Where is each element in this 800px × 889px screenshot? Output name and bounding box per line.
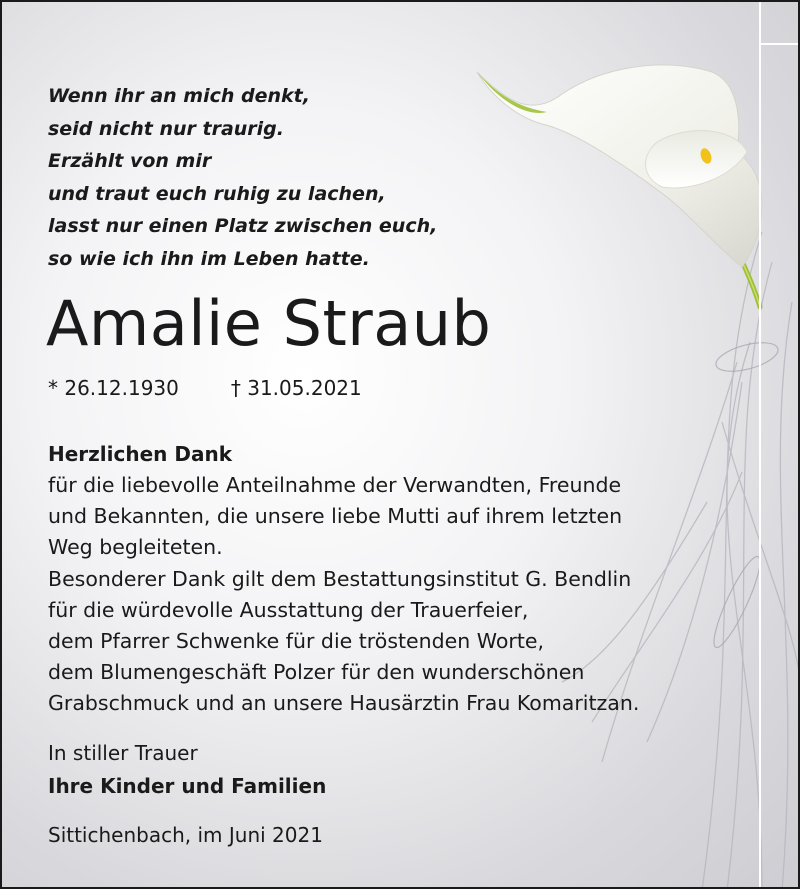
- signoff: [48, 737, 326, 803]
- poem-line: so wie ich ihn im Leben hatte.: [48, 247, 370, 270]
- poem-line: und traut euch ruhig zu lachen,: [48, 182, 386, 205]
- poem-line: lasst nur einen Platz zwischen euch,: [48, 215, 438, 237]
- corner-line-horizontal: [759, 43, 800, 45]
- thanks-line: Besonderer Dank gilt dem Bestattungsinstitut G. Bendlin: [48, 566, 632, 591]
- thanks-line: dem Blumengeschäft Polzer für den wunderschönen: [48, 660, 585, 685]
- thanks-line: für die liebevolle Anteilnahme der Verwandten, Freunde: [48, 473, 622, 497]
- poem: [48, 80, 437, 275]
- thanks-heading: Herzlichen Dank: [48, 442, 233, 466]
- place-date: Sittichenbach, im Juni 2021: [48, 823, 323, 847]
- life-dates: [48, 374, 362, 402]
- thanks-line: dem Pfarrer Schwenke für die tröstenden Worte,: [48, 629, 544, 654]
- thanks-line: Grabschmuck und an unsere Hausärztin Frau Komaritzan.: [48, 691, 640, 716]
- thanks-line: Weg begleiteten.: [48, 535, 223, 560]
- deceased-name: Amalie Straub: [46, 287, 492, 360]
- thanks-line: und Bekannten, die unsere liebe Mutti auf ihrem letzten: [48, 504, 623, 529]
- death-date: † 31.05.2021: [230, 376, 362, 400]
- poem-line: seid nicht nur traurig.: [48, 117, 284, 140]
- signoff-family: Ihre Kinder und Familien: [48, 774, 327, 798]
- birth-date: * 26.12.1930: [48, 376, 179, 400]
- signoff-intro: In stiller Trauer: [48, 741, 198, 765]
- thanks-line: für die würdevolle Ausstattung der Trauerfeier,: [48, 597, 529, 622]
- thanks-text: [48, 470, 639, 720]
- corner-line-vertical: [759, 2, 761, 889]
- poem-line: Wenn ihr an mich denkt,: [48, 85, 310, 107]
- poem-line: Erzählt von mir: [48, 150, 212, 172]
